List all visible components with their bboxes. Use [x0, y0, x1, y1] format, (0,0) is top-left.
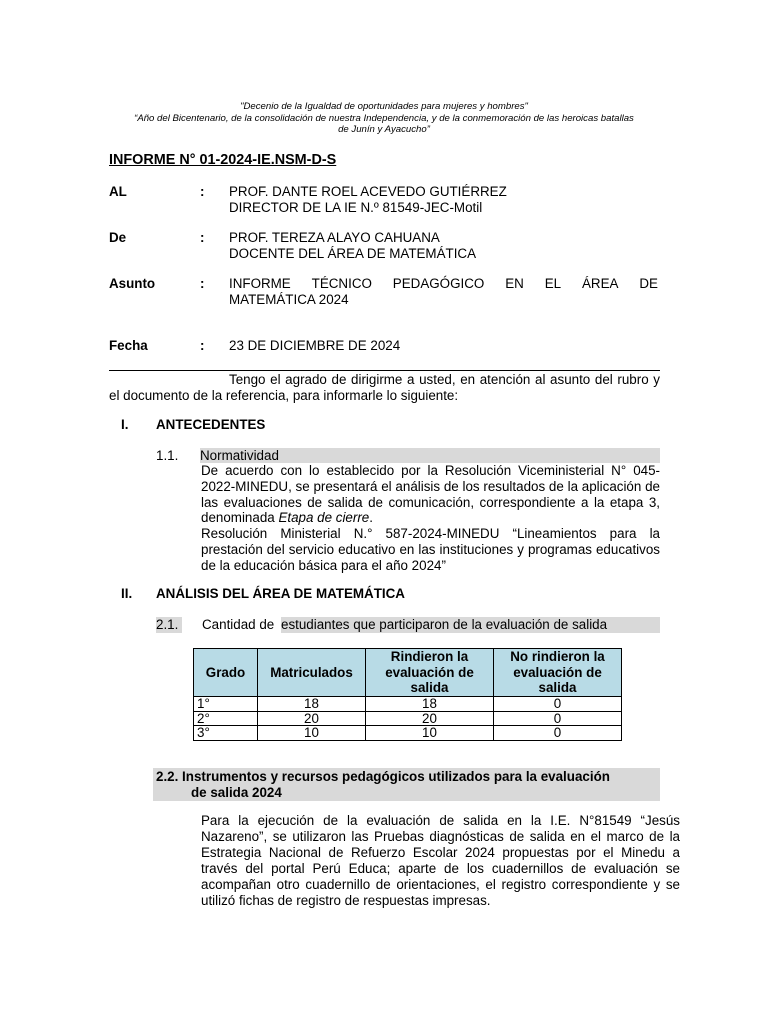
- column-header-no-rindieron: No rindieron la evaluación de salida: [494, 649, 622, 697]
- field-colon-de: :: [200, 230, 205, 245]
- normatividad-paragraph-2: Resolución Ministerial N.° 587-2024-MINEDU “Lineamientos para la prestación del servicio educativo en las instituciones y programas educativos de la educación básica para el año 2024”: [201, 526, 660, 573]
- subject-line-1: INFORME TÉCNICO PEDAGÓGICO EN EL ÁREA DE: [229, 276, 658, 291]
- subsection-1-1-title: Normatividad: [200, 448, 279, 463]
- subsection-2-2-paragraph: Para la ejecución de la evaluación de salida en la I.E. N°81549 “Jesús Nazareno”, se utilizaron las Pruebas diagnósticas de salida en el marco de la Estrategia Nacional de Refuerzo Escolar 2024 propuestas por el Minedu a través del portal Perú Educa; aparte de los cuadernillos de evaluación se acompañan otro cuadernillo de orientaciones, el registro correspondiente y se utilizó fichas de registro de respuestas impresas.: [201, 813, 680, 908]
- table-row: [194, 697, 622, 712]
- cell-grado: 2°: [194, 711, 258, 726]
- subsection-2-2-heading-bar: [153, 768, 660, 801]
- field-value-fecha: 23 DE DICIEMBRE DE 2024: [229, 338, 401, 353]
- subsection-2-1-number: 2.1.: [156, 617, 182, 633]
- field-colon-fecha: :: [200, 338, 205, 353]
- subsection-2-2-title-line-1: 2.2. Instrumentos y recursos pedagógicos utilizados para la evaluación: [156, 769, 610, 784]
- section-1-number: I.: [121, 417, 129, 432]
- document-header-mottos: [100, 101, 668, 136]
- recipient-name: PROF. DANTE ROEL ACEVEDO GUTIÉRREZ: [229, 184, 507, 199]
- field-label-de: De: [109, 230, 127, 245]
- header-divider-rule: [109, 370, 660, 371]
- subsection-2-1-title-part-2: estudiantes que participaron de la evaluación de salida: [281, 617, 660, 633]
- normatividad-paragraph-1: De acuerdo con lo establecido por la Resolución Viceministerial N° 045-2022-MINEDU, se presentará el análisis de los resultados de la aplicación de las evaluaciones de salida de comunicación, correspondiente a la etapa 3, denominada Etapa de cierre.: [201, 463, 660, 526]
- cell-no-rindieron: 0: [494, 711, 622, 726]
- section-2-number: II.: [121, 586, 133, 601]
- field-value-al: [229, 184, 658, 216]
- subsection-2-1-title-part-1: Cantidad de: [202, 617, 275, 632]
- column-header-grado: Grado: [194, 649, 258, 697]
- report-title: INFORME N° 01-2024-IE.NSM-D-S: [109, 152, 337, 168]
- students-evaluation-table: [193, 648, 622, 741]
- table-row: [194, 711, 622, 726]
- subsection-2-1-heading-bar: [153, 617, 660, 633]
- field-colon-asunto: :: [200, 276, 205, 291]
- cell-no-rindieron: 0: [494, 697, 622, 712]
- subsection-2-2-title-line-2: de salida 2024: [191, 785, 282, 800]
- field-label-fecha: Fecha: [109, 338, 148, 353]
- header-motto-line-2: “Año del Bicentenario, de la consolidación de nuestra Independencia, y de la conmemoración de las heroicas batallas: [134, 112, 634, 124]
- subject-line-2: MATEMÁTICA 2024: [229, 292, 349, 307]
- column-header-rindieron: Rindieron la evaluación de salida: [366, 649, 494, 697]
- cell-rindieron: 20: [366, 711, 494, 726]
- intro-paragraph: Tengo el agrado de dirigirme a usted, en atención al asunto del rubro y el documento de la referencia, para informarle lo siguiente:: [109, 372, 660, 403]
- header-motto-line-1: "Decenio de la Igualdad de oportunidades para mujeres y hombres": [240, 101, 528, 112]
- cell-grado: 1°: [194, 697, 258, 712]
- cell-grado: 3°: [194, 726, 258, 741]
- subsection-1-1-number: 1.1.: [156, 448, 179, 463]
- field-label-asunto: Asunto: [109, 276, 156, 291]
- sender-name: PROF. TEREZA ALAYO CAHUANA: [229, 230, 440, 245]
- field-value-de: [229, 230, 658, 262]
- cell-no-rindieron: 0: [494, 726, 622, 741]
- cell-matriculados: 10: [258, 726, 366, 741]
- field-value-asunto: [229, 276, 658, 308]
- sender-role: DOCENTE DEL ÁREA DE MATEMÁTICA: [229, 246, 477, 261]
- column-header-matriculados: Matriculados: [258, 649, 366, 697]
- cell-rindieron: 18: [366, 697, 494, 712]
- subsection-1-1-heading-bar: [200, 448, 660, 463]
- field-colon-al: :: [200, 184, 205, 199]
- cell-matriculados: 20: [258, 711, 366, 726]
- section-1-title: ANTECEDENTES: [156, 417, 266, 432]
- recipient-role: DIRECTOR DE LA IE N.º 81549-JEC-Motil: [229, 200, 483, 215]
- cell-matriculados: 18: [258, 697, 366, 712]
- field-label-al: AL: [109, 184, 127, 199]
- normatividad-body: [201, 463, 660, 574]
- table-row: [194, 726, 622, 741]
- table-header-row: [194, 649, 622, 697]
- header-motto-line-3: de Junín y Ayacucho”: [338, 124, 430, 136]
- cell-rindieron: 10: [366, 726, 494, 741]
- section-2-title: ANÁLISIS DEL ÁREA DE MATEMÁTICA: [156, 586, 405, 601]
